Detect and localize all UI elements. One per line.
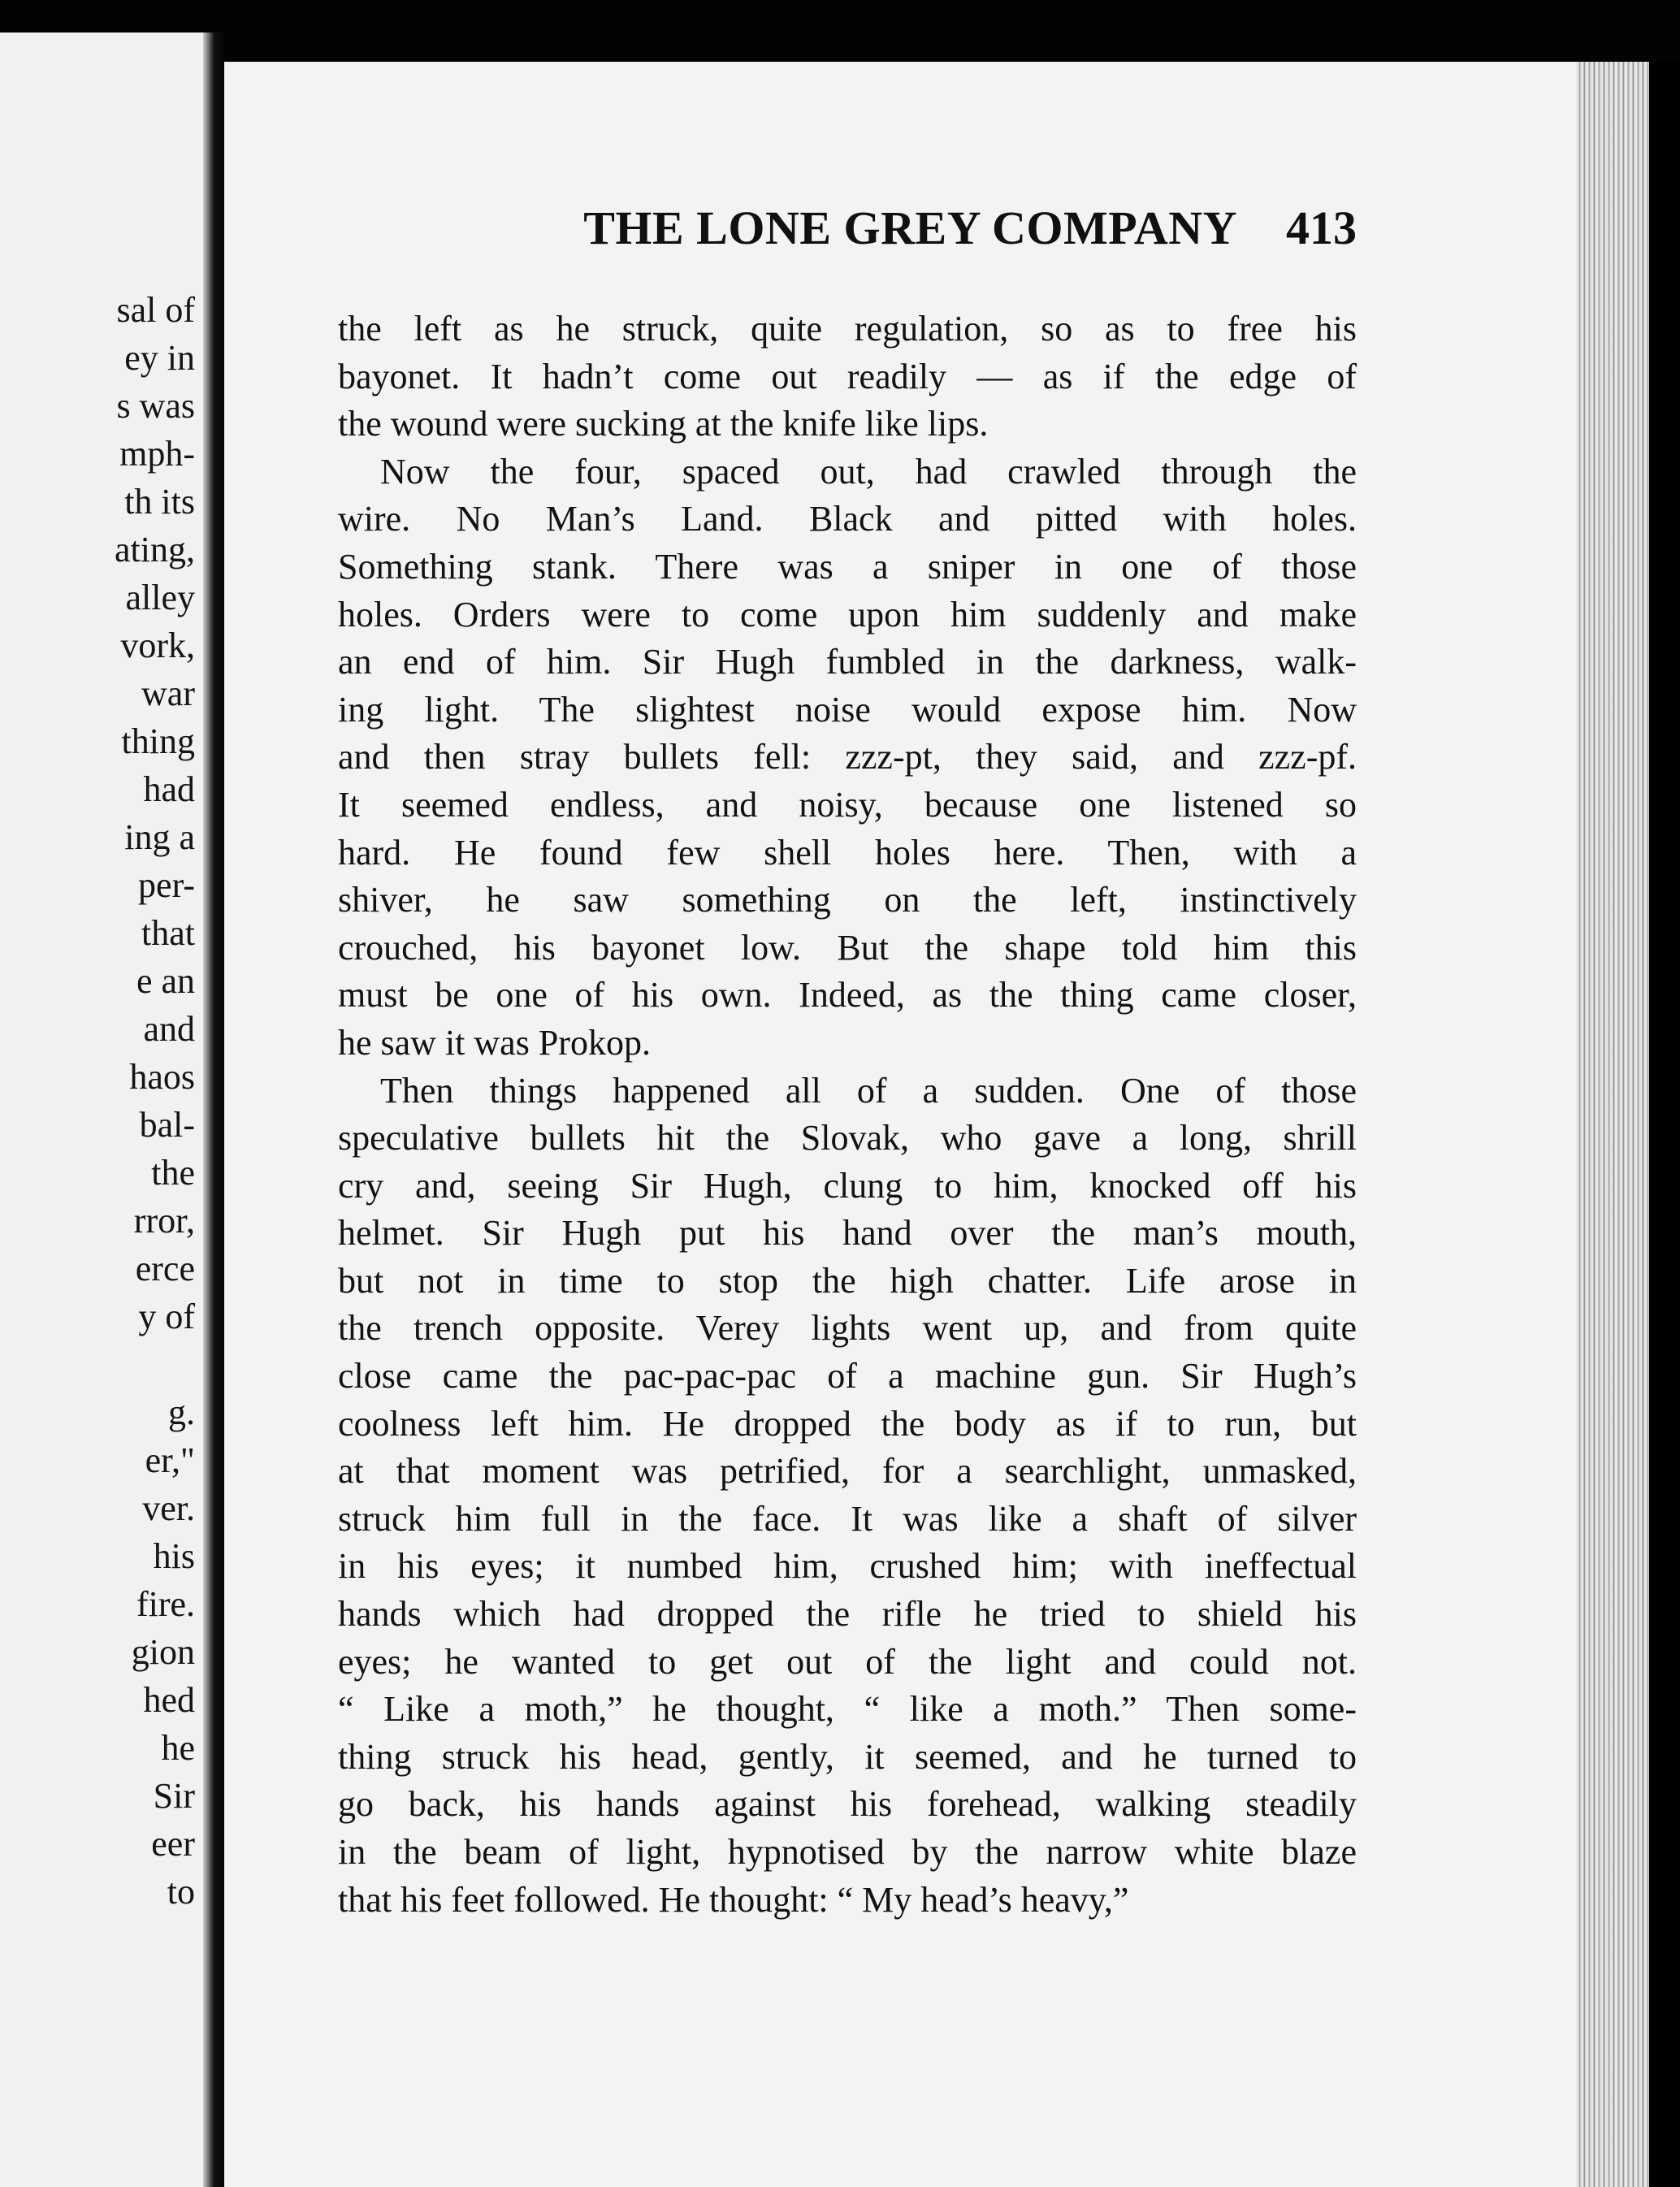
text-line: bayonet. It hadn’t come out readily — as if the edge of xyxy=(338,356,1357,396)
left-line: war xyxy=(141,673,195,713)
left-line: fire. xyxy=(136,1584,195,1624)
page-number: 413 xyxy=(1286,201,1357,254)
page-title: THE LONE GREY COMPANY xyxy=(583,201,1237,254)
text-line: that his feet followed. He thought: “ My head’s heavy,” xyxy=(338,1879,1129,1920)
left-line: g. xyxy=(168,1392,195,1432)
text-line: crouched, his bayonet low. But the shape told him this xyxy=(338,927,1357,968)
text-line: hands which had dropped the rifle he tried to shield his xyxy=(338,1594,1357,1635)
left-line: y of xyxy=(138,1297,195,1336)
left-line: he xyxy=(161,1728,195,1768)
text-line: It seemed endless, and noisy, because one listened so xyxy=(338,784,1357,825)
left-line: ing a xyxy=(124,817,195,857)
scan-border xyxy=(1649,62,1680,2187)
left-line: mph- xyxy=(119,434,195,474)
left-line: bal- xyxy=(139,1105,195,1145)
text-line: go back, his hands against his forehead, walking steadily xyxy=(338,1784,1357,1825)
text-line: wire. No Man’s Land. Black and pitted with holes. xyxy=(338,499,1357,539)
text-line: close came the pac-pac-pac of a machine gun. Sir Hugh’s xyxy=(338,1356,1357,1397)
left-line: e an xyxy=(136,961,195,1001)
left-page-fragment xyxy=(0,32,203,2187)
left-line: and xyxy=(143,1009,195,1049)
body-text xyxy=(338,305,1357,1924)
left-line xyxy=(0,1340,195,1388)
left-line: hed xyxy=(143,1680,195,1720)
text-line: shiver, he saw something on the left, instinctively xyxy=(338,880,1357,920)
left-line: th its xyxy=(124,482,195,522)
text-line: he saw it was Prokop. xyxy=(338,1022,651,1063)
text-line: the wound were sucking at the knife like lips. xyxy=(338,404,989,444)
left-line: thing xyxy=(121,721,195,761)
left-line: to xyxy=(167,1872,195,1912)
left-line: his xyxy=(153,1536,195,1576)
left-line: erce xyxy=(135,1249,195,1288)
left-line: per- xyxy=(138,865,195,905)
text-line: “ Like a moth,” he thought, “ like a moth.” Then some- xyxy=(338,1689,1357,1730)
left-line: eer xyxy=(151,1824,195,1864)
text-line: coolness left him. He dropped the body as if to run, but xyxy=(338,1403,1357,1444)
text-line: Now the four, spaced out, had crawled through the xyxy=(380,451,1357,492)
page-edges xyxy=(1576,62,1649,2187)
left-line: the xyxy=(151,1153,195,1193)
text-line: ing light. The slightest noise would expose him. Now xyxy=(338,689,1357,730)
text-line: and then stray bullets fell: zzz-pt, they said, and zzz-pf. xyxy=(338,737,1357,777)
left-line: ver. xyxy=(142,1488,195,1528)
running-head xyxy=(463,200,1357,257)
left-page-text xyxy=(0,286,195,1916)
left-line: gion xyxy=(131,1632,195,1672)
text-line: cry and, seeing Sir Hugh, clung to him, knocked off his xyxy=(338,1165,1357,1206)
left-line: had xyxy=(143,769,195,809)
text-line: eyes; he wanted to get out of the light and could not. xyxy=(338,1641,1357,1682)
text-line: Something stank. There was a sniper in one of those xyxy=(338,546,1357,587)
text-line: in his eyes; it numbed him, crushed him; with ineffectual xyxy=(338,1546,1357,1587)
text-line: in the beam of light, hypnotised by the narrow white blaze xyxy=(338,1832,1357,1872)
text-line: helmet. Sir Hugh put his hand over the man’s mouth, xyxy=(338,1213,1357,1254)
left-line: vork, xyxy=(120,626,195,665)
text-line: must be one of his own. Indeed, as the thing came closer, xyxy=(338,975,1357,1016)
text-line: at that moment was petrified, for a searchlight, unmasked, xyxy=(338,1451,1357,1492)
text-line: holes. Orders were to come upon him suddenly and make xyxy=(338,594,1357,634)
text-line: struck him full in the face. It was like a shaft of silver xyxy=(338,1498,1357,1539)
text-line: thing struck his head, gently, it seemed, and he turned to xyxy=(338,1736,1357,1777)
left-line: alley xyxy=(125,578,195,617)
left-line: ating, xyxy=(115,530,195,569)
left-line: er," xyxy=(145,1440,195,1480)
text-line: hard. He found few shell holes here. Then, with a xyxy=(338,832,1357,873)
left-line: ey in xyxy=(124,338,195,378)
left-line: s was xyxy=(116,386,195,426)
left-line: that xyxy=(141,913,195,953)
left-line: haos xyxy=(129,1057,195,1097)
left-line: Sir xyxy=(153,1776,195,1816)
text-line: but not in time to stop the high chatter. Life arose in xyxy=(338,1260,1357,1301)
text-line: the left as he struck, quite regulation, so as to free his xyxy=(338,309,1357,349)
text-line: an end of him. Sir Hugh fumbled in the darkness, walk- xyxy=(338,642,1357,682)
left-line: sal of xyxy=(116,290,195,330)
text-line: the trench opposite. Verey lights went up, and from quite xyxy=(338,1308,1357,1349)
text-line: Then things happened all of a sudden. One of those xyxy=(380,1070,1357,1111)
left-line: rror, xyxy=(133,1201,195,1241)
text-line: speculative bullets hit the Slovak, who gave a long, shrill xyxy=(338,1118,1357,1158)
